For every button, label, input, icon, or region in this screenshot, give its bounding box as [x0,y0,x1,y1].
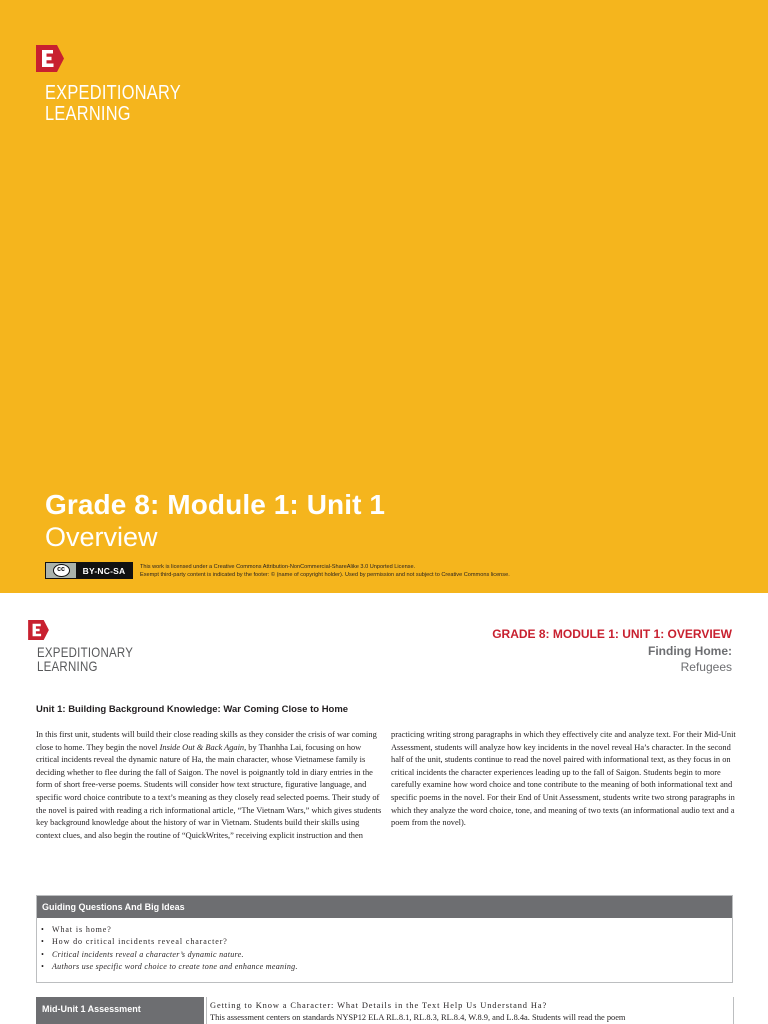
guiding-questions-list [41,924,298,974]
el-logo-icon [36,45,64,72]
list-item: • Critical incidents reveal a character’s dynamic nature. [41,949,298,961]
license-line-2: Exempt third-party content is indicated by the footer: © (name of copyright holder). Used by permission and not subject to Creative Commons license. [140,572,510,578]
brand-wordmark [37,645,133,673]
overview-text-part: In this first unit, students will build their close reading skills as they consider the crisis of war coming close to home. They begin the novel [36,730,377,752]
mid-unit-assessment-label: Mid-Unit 1 Assessment [36,997,204,1024]
overview-text-left [36,729,386,842]
divider [206,997,207,1024]
cover-subtitle: Overview [45,522,158,552]
cc-license-code: BY-NC-SA [76,563,132,578]
overview-text-part: , by Thanhha Lai, focusing on how critical incidents reveal the dynamic nature of Ha, the main character, whose Vietnamese family is deciding whether to flee during the fall of Saigon. The novel is poignantly told in diary entries in the form of short free-verse poems. Students will consider how text structure, figurative language, and specific word choice contribute to a text’s meaning as they closely read selected poems. Their study of the novel is paired with reading a rich informational article, “The Vietnam Wars,” which gives students key background knowledge about the history of war in Vietnam. Students build their skills using context clues, and also begin the routine of “QuickWrites,” receiving explicit instruction and then [36,742,382,840]
divider [733,997,734,1024]
creative-commons-badge[interactable] [45,562,133,579]
license-text [140,563,510,579]
mid-unit-assessment-text: This assessment centers on standards NYSP12 ELA RL.8.1, RL.8.3, RL.8.4, W.8.9, and L.8.4a. Students will read the poem [210,1013,626,1022]
mid-unit-assessment-title: Getting to Know a Character: What Details in the Text Help Us Understand Ha? [210,1001,548,1010]
license-line-1: This work is licensed under a Creative Commons Attribution-NonCommercial-ShareAlike 3.0 Unported License. [140,564,416,570]
list-item: • What is home? [41,924,298,936]
cc-icon [46,563,76,578]
guiding-questions-box [36,895,733,983]
brand-line-1: EXPEDITIONARY [37,644,134,660]
list-item: • How do critical incidents reveal character? [41,936,298,948]
brand-line-2: LEARNING [45,103,131,125]
cc-circle-label: cc [53,564,70,577]
brand-line-2: LEARNING [37,658,98,674]
el-logo-icon [28,620,49,640]
overview-page [0,593,768,1024]
page-header-title: GRADE 8: MODULE 1: UNIT 1: OVERVIEW [492,627,732,641]
page-header-subtitle-2: Refugees [680,660,732,674]
brand-line-1: EXPEDITIONARY [45,82,181,104]
guiding-questions-header: Guiding Questions And Big Ideas [37,896,732,918]
unit-heading: Unit 1: Building Background Knowledge: War Coming Close to Home [36,704,349,715]
list-item: • Authors use specific word choice to create tone and enhance meaning. [41,961,298,973]
novel-title: Inside Out & Back Again [159,742,245,752]
page-header-subtitle: Finding Home: [648,644,732,658]
brand-wordmark [45,83,181,125]
cover-title: Grade 8: Module 1: Unit 1 [45,489,386,520]
overview-text-right: practicing writing strong paragraphs in which they effectively cite and analyze text. For their Mid-Unit Assessment, students will analyze how key incidents in the novel reveal Ha’s character. In the second half of the unit, students continue to read the novel paired with informational text, as they focus in on critical incidents the character experiences leading up to the fall of Saigon. Students begin to more carefully examine how word choice and tone contribute to the meaning of both informational text and specific poems in the novel. For their End of Unit Assessment, students write two strong paragraphs in which they analyze the word choice, tone, and meaning of two texts (an informational audio text and a poem from the novel). [391,730,736,828]
